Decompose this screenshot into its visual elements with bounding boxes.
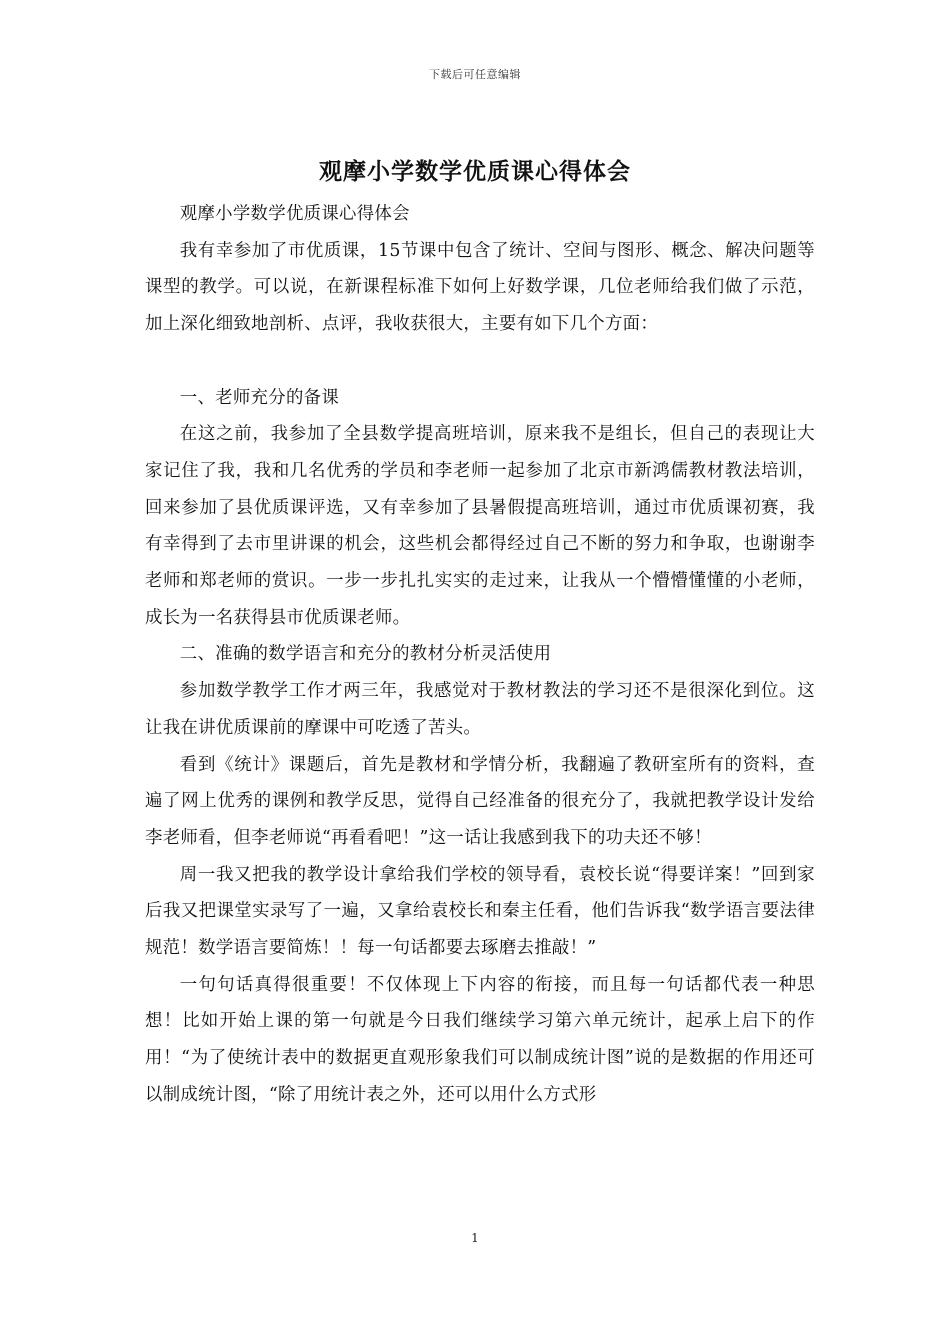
paragraph-section-1: 在这之前，我参加了全县数学提高班培训，原来我不是组长，但自己的表现让大家记住了我，我和几名优秀的学员和李老师一起参加了北京市新鸿儒教材教法培训，回来参加了县优质课评选，又有幸参加了县暑假提高班培训，通过市优质课初赛，我有幸得到了去市里讲课的机会，这些机会都得经过自己不断的努力和争取，也谢谢李老师和郑老师的赏识。一步一步扎扎实实的走过来，让我从一个懵懵懂懂的小老师，成长为一名获得县市优质课老师。	[145, 424, 815, 628]
paragraph-subtitle: 观摩小学数学优质课心得体会	[179, 204, 410, 224]
section-heading-2: 二、准确的数学语言和充分的教材分析灵活使用	[179, 644, 552, 665]
document-body	[145, 196, 815, 1114]
paragraph-every-sentence: 一句句话真得很重要！不仅体现上下内容的衔接，而且每一句话都代表一种思想！比如开始上课的第一句就是今日我们继续学习第六单元统计，起承上启下的作用！“为了使统计表中的数据更直观形象我们可以制成统计图”说的是数据的作用还可以制成统计图，“除了用统计表之外，还可以用什么方式形	[145, 974, 815, 1105]
blank-line	[145, 343, 815, 380]
page-header: 下载后可任意编辑	[429, 68, 521, 81]
paragraph-teaching-experience: 参加数学教学工作才两三年，我感觉对于教材教法的学习还不是很深化到位。这让我在讲优质课前的摩课中可吃透了苦头。	[145, 681, 815, 738]
section-heading-1: 一、老师充分的备课	[179, 387, 340, 408]
page-number: 1	[471, 1231, 479, 1245]
paragraph-intro: 我有幸参加了市优质课，15节课中包含了统计、空间与图形、概念、解决问题等课型的教学。可以说，在新课程标准下如何上好数学课，几位老师给我们做了示范，加上深化细致地剖析、点评，我收获很大，主要有如下几个方面：	[145, 240, 815, 335]
paragraph-monday-design: 周一我又把我的教学设计拿给我们学校的领导看，袁校长说“得要详案！”回到家后我又把课堂实录写了一遍，又拿给袁校长和秦主任看，他们告诉我“数学语言要法律规范！数学语言要简炼！！每一句话都要去琢磨去推敲！”	[145, 864, 815, 959]
paragraph-statistics-topic: 看到《统计》课题后，首先是教材和学情分析，我翻遍了教研室所有的资料，查遍了网上优秀的课例和教学反思，觉得自己经准备的很充分了，我就把教学设计发给李老师看，但李老师说“再看看吧！”这一话让我感到我下的功夫还不够！	[145, 754, 815, 848]
document-title: 观摩小学数学优质课心得体会	[319, 158, 631, 185]
